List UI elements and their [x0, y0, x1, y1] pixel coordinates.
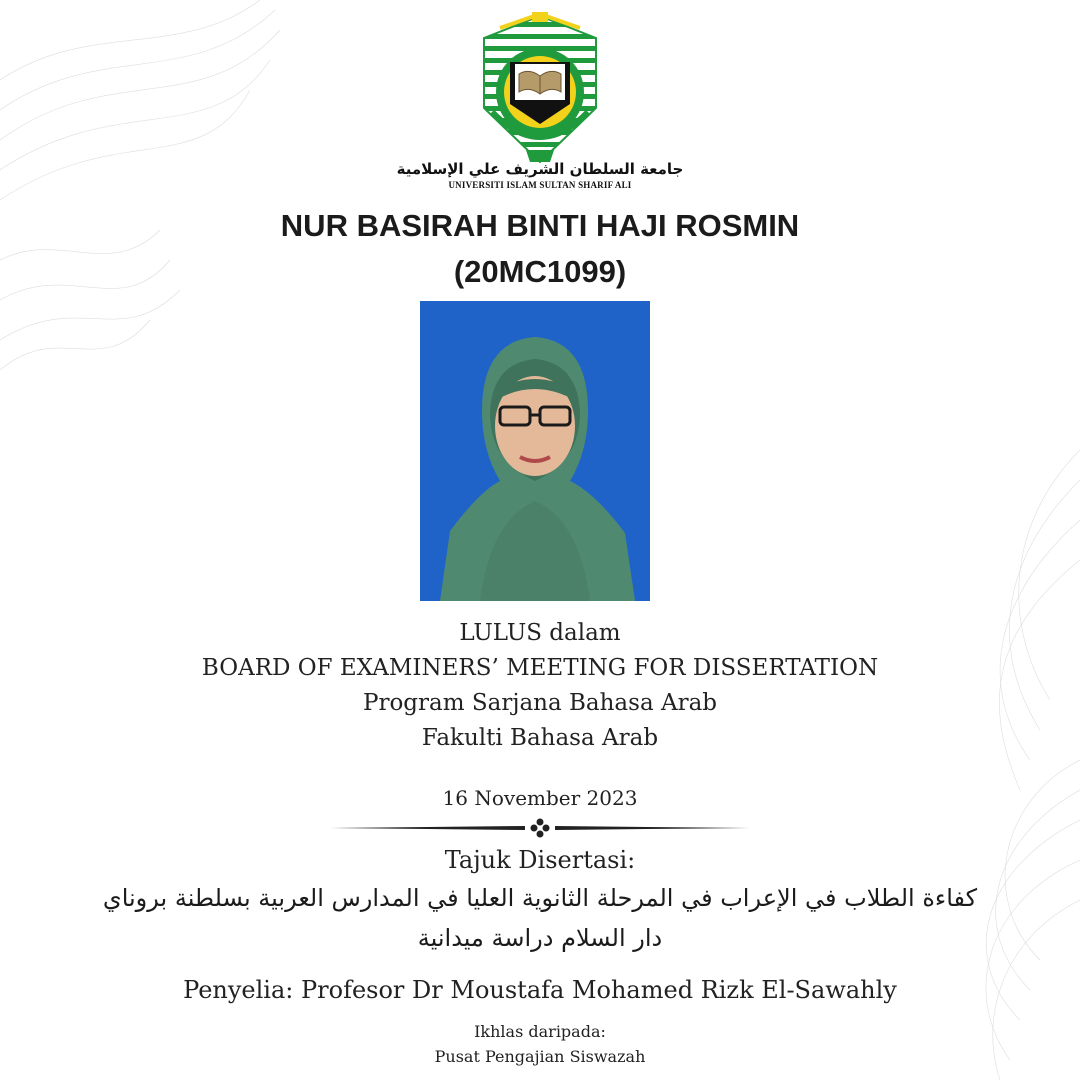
- university-name-arabic: جامعة السلطان الشريف علي الإسلامية: [396, 160, 684, 178]
- result-status: LULUS dalam: [459, 620, 621, 646]
- faculty-name: Fakulti Bahasa Arab: [421, 725, 659, 751]
- from-department: Pusat Pengajian Siswazah: [434, 1047, 646, 1066]
- from-label: Ikhlas daripada:: [474, 1022, 606, 1041]
- meeting-title: BOARD OF EXAMINERS’ MEETING FOR DISSERTATION: [201, 655, 879, 681]
- ornament-divider: [330, 816, 750, 840]
- student-id: (20MC1099): [453, 254, 627, 289]
- program-name: Program Sarjana Bahasa Arab: [362, 690, 718, 716]
- dissertation-title-line2: دار السلام دراسة ميدانية: [417, 924, 663, 952]
- student-photo: [420, 301, 650, 601]
- supervisor: Penyelia: Profesor Dr Moustafa Mohamed Rizk El-Sawahly: [183, 976, 897, 1004]
- university-name-english: UNIVERSITI ISLAM SULTAN SHARIF ALI: [448, 180, 632, 190]
- dissertation-title-line1: كفاءة الطلاب في الإعراب في المرحلة الثانوية العليا في المدارس العربية بسلطنة بروناي: [102, 884, 978, 912]
- exam-date: 16 November 2023: [442, 786, 638, 810]
- student-name: NUR BASIRAH BINTI HAJI ROSMIN: [280, 208, 800, 243]
- dissertation-label: Tajuk Disertasi:: [444, 846, 636, 874]
